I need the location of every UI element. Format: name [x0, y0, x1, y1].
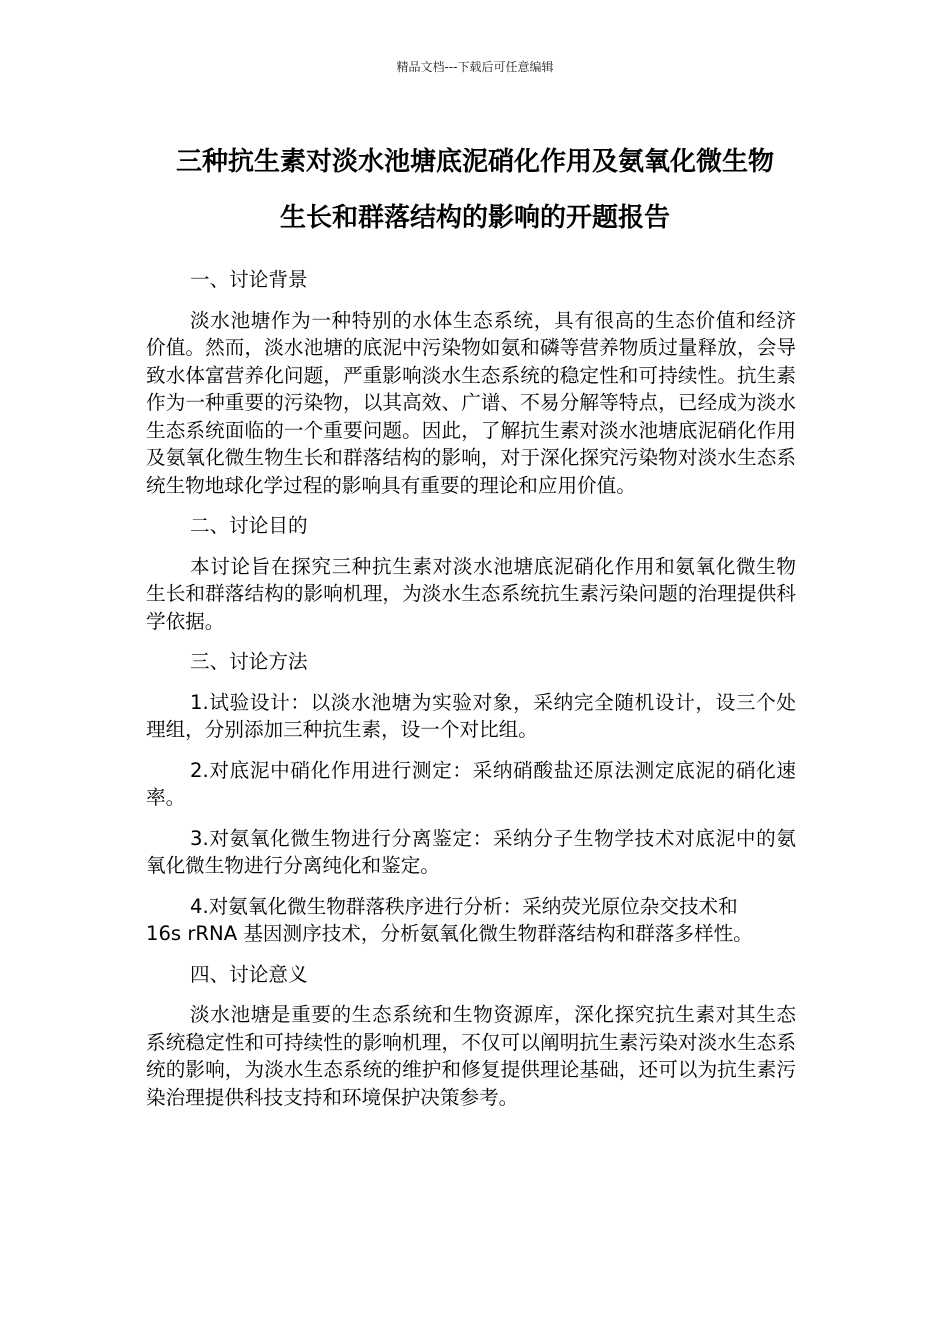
section-heading-significance: 四、讨论意义 [190, 962, 308, 986]
method-item-1: 1.试验设计：以淡水池塘为实验对象，采纳完全随机设计，设三个处理组，分别添加三种抗生素，设一个对比组。 [146, 690, 796, 741]
section-heading-purpose: 二、讨论目的 [190, 514, 308, 537]
paragraph-background: 淡水池塘作为一种特别的水体生态系统，具有很高的生态价值和经济价值。然而，淡水池塘的底泥中污染物如氨和磷等营养物质过量释放，会导致水体富营养化问题，严重影响淡水生态系统的稳定性和可持续性。抗生素作为一种重要的污染物，以其高效、广谱、不易分解等特点，已经成为淡水生态系统面临的一个重要问题。因此，了解抗生素对淡水池塘底泥硝化作用及氨氧化微生物生长和群落结构的影响，对于深化探究污染物对淡水生态系统生物地球化学过程的影响具有重要的理论和应用价值。 [146, 308, 796, 497]
title-line-2: 生长和群落结构的影响的开题报告 [279, 203, 670, 233]
document-body [146, 266, 796, 1124]
paragraph-purpose: 本讨论旨在探究三种抗生素对淡水池塘底泥硝化作用和氨氧化微生物生长和群落结构的影响机理，为淡水生态系统抗生素污染问题的治理提供科学依据。 [146, 554, 796, 633]
section-heading-background: 一、讨论背景 [190, 268, 308, 291]
paragraph-significance: 淡水池塘是重要的生态系统和生物资源库，深化探究抗生素对其生态系统稳定性和可持续性的影响机理，不仅可以阐明抗生素污染对淡水生态系统的影响，为淡水生态系统的维护和修复提供理论基础，还可以为抗生素污染治理提供科技支持和环境保护决策参考。 [146, 1003, 796, 1109]
method-item-4-line-1: 4.对氨氧化微生物群落秩序进行分析：采纳荧光原位杂交技术和 [190, 894, 738, 918]
page-header: 精品文档---下载后可任意编辑 [396, 60, 554, 74]
document-title [100, 134, 850, 246]
title-line-1: 三种抗生素对淡水池塘底泥硝化作用及氨氧化微生物 [175, 147, 774, 177]
section-heading-method: 三、讨论方法 [190, 650, 308, 673]
method-item-2: 2.对底泥中硝化作用进行测定：采纳硝酸盐还原法测定底泥的硝化速率。 [146, 758, 796, 809]
method-item-3: 3.对氨氧化微生物进行分离鉴定：采纳分子生物学技术对底泥中的氨氧化微生物进行分离纯化和鉴定。 [146, 826, 796, 877]
method-item-4-line-2: 16s rRNA 基因测序技术，分析氨氧化微生物群落结构和群落多样性。 [146, 922, 753, 945]
method-item-4 [146, 893, 796, 948]
